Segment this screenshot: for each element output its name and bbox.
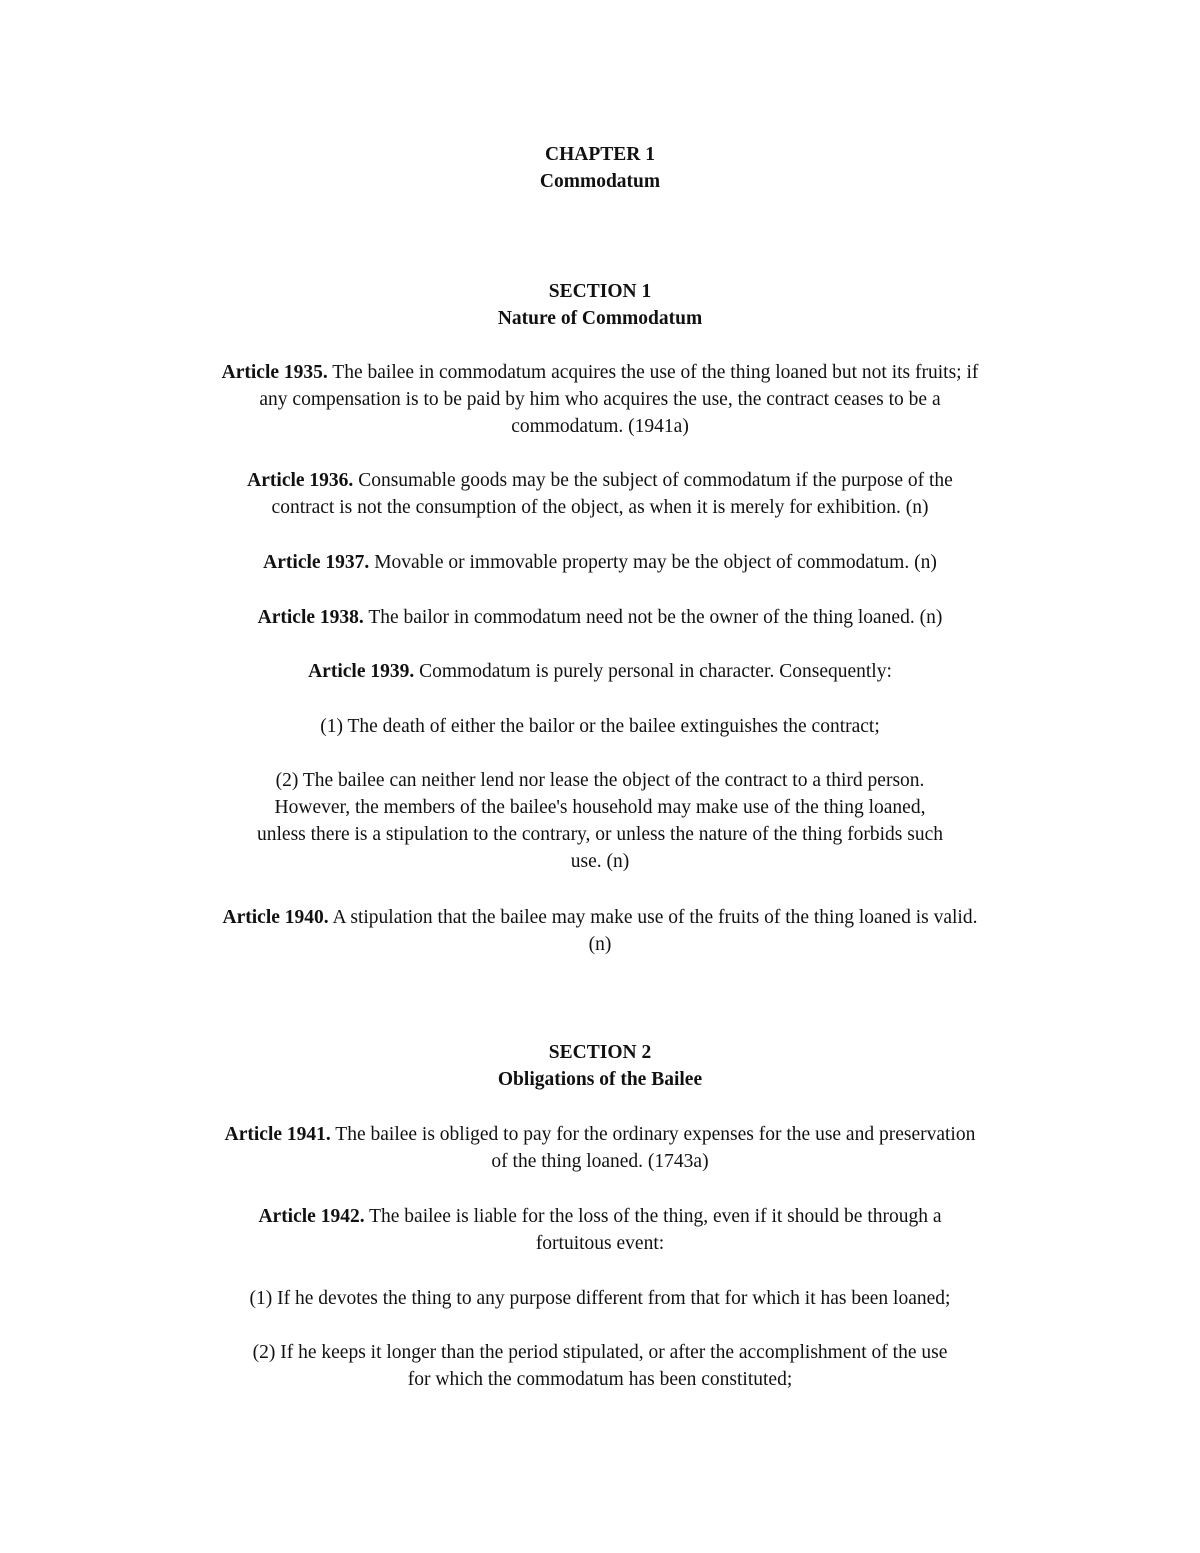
article-1935-line-3: commodatum. (1941a): [511, 416, 689, 437]
article-1939-text-1: Commodatum is purely personal in character. Consequently:: [414, 661, 892, 682]
article-1939-label: Article 1939.: [308, 661, 415, 682]
article-1939-item-2-line-4: use. (n): [570, 851, 630, 872]
article-1935-text-1: The bailee in commodatum acquires the use of the thing loaned but not its fruits; if: [327, 362, 979, 383]
article-1935-line-2: any compensation is to be paid by him who acquires the use, the contract ceases to be a: [259, 389, 941, 410]
article-1940-text-1: A stipulation that the bailee may make use of the fruits of the thing loaned is valid.: [328, 907, 978, 928]
article-1942-item-1: (1) If he devotes the thing to any purpose different from that for which it has been loaned;: [249, 1288, 951, 1309]
section-2-number: SECTION 2: [548, 1042, 652, 1063]
article-1935-line-1: [0, 359, 1200, 386]
article-1937-text-1: Movable or immovable property may be the object of commodatum. (n): [369, 552, 937, 573]
section-1-title: Nature of Commodatum: [497, 308, 703, 329]
article-1940-label: Article 1940.: [222, 907, 329, 928]
section-2-title: Obligations of the Bailee: [497, 1069, 703, 1090]
article-1937-line-1: [0, 549, 1200, 576]
section-1-number: SECTION 1: [548, 281, 652, 302]
article-1942-item-2-line-2: for which the commodatum has been constituted;: [407, 1369, 793, 1390]
article-1936-line-1: [0, 467, 1200, 494]
article-1936-text-1: Consumable goods may be the subject of commodatum if the purpose of the: [353, 470, 953, 491]
article-1940-line-2: (n): [588, 934, 612, 955]
chapter-title: Commodatum: [539, 171, 661, 192]
article-1937-label: Article 1937.: [263, 552, 370, 573]
article-1942-text-1: The bailee is liable for the loss of the thing, even if it should be through a: [364, 1206, 942, 1227]
article-1939-line-1: [0, 658, 1200, 685]
article-1938-line-1: [0, 604, 1200, 631]
article-1939-item-2-line-3: unless there is a stipulation to the contrary, or unless the nature of the thing forbids such: [257, 824, 943, 845]
article-1939-item-2-line-1: (2) The bailee can neither lend nor lease the object of the contract to a third person.: [275, 770, 925, 791]
article-1941-label: Article 1941.: [224, 1124, 331, 1145]
article-1942-line-2: fortuitous event:: [535, 1233, 665, 1254]
article-1939-item-1: (1) The death of either the bailor or the bailee extinguishes the contract;: [320, 716, 880, 737]
article-1938-text-1: The bailor in commodatum need not be the owner of the thing loaned. (n): [363, 607, 943, 628]
article-1941-text-1: The bailee is obliged to pay for the ordinary expenses for the use and preservation: [330, 1124, 976, 1145]
article-1942-label: Article 1942.: [258, 1206, 365, 1227]
article-1936-line-2: contract is not the consumption of the object, as when it is merely for exhibition. (n): [271, 497, 929, 518]
article-1941-line-2: of the thing loaned. (1743a): [491, 1151, 709, 1172]
article-1942-item-2-line-1: (2) If he keeps it longer than the period stipulated, or after the accomplishment of the use: [252, 1342, 948, 1363]
article-1938-label: Article 1938.: [257, 607, 364, 628]
article-1942-line-1: [0, 1203, 1200, 1230]
article-1941-line-1: [0, 1121, 1200, 1148]
article-1940-line-1: [0, 904, 1200, 931]
article-1939-item-2-line-2: However, the members of the bailee's household may make use of the thing loaned,: [274, 797, 926, 818]
article-1935-label: Article 1935.: [221, 362, 328, 383]
article-1936-label: Article 1936.: [247, 470, 354, 491]
chapter-number: CHAPTER 1: [545, 144, 655, 165]
